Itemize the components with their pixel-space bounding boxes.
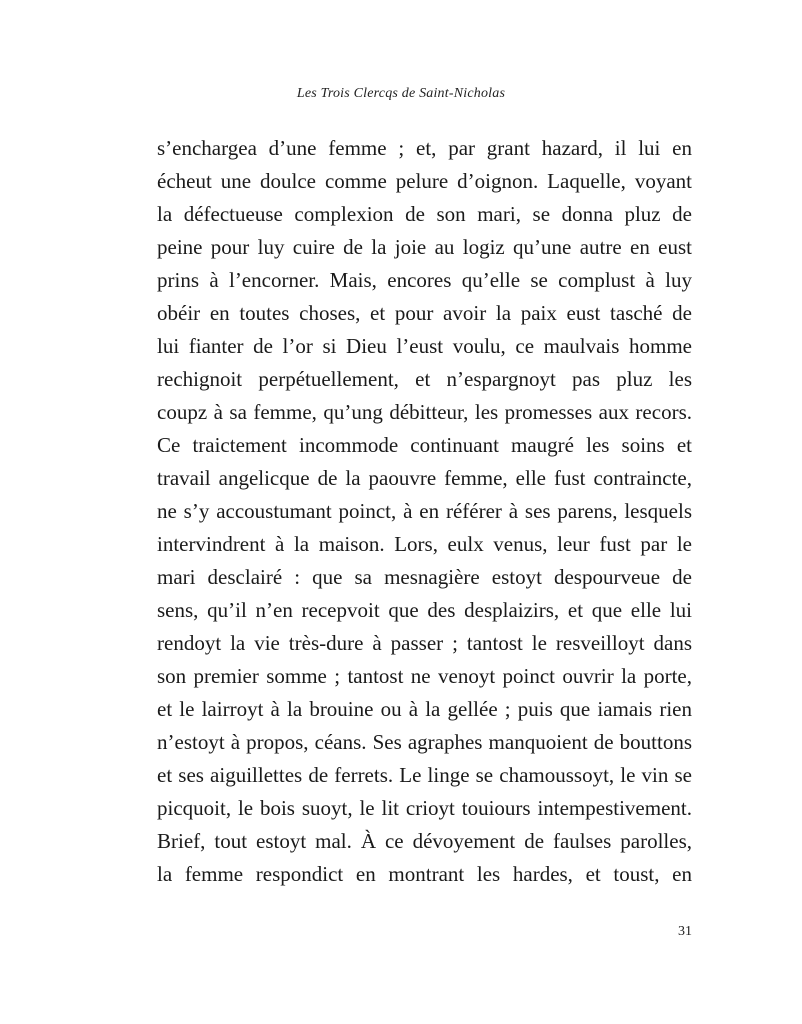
text-line: n’estoyt à propos, céans. Ses agraphes manquoient de bouttons — [157, 730, 692, 754]
text-line: travail angelicque de la paouvre femme, elle fust contraincte, — [157, 466, 692, 490]
text-line: coupz à sa femme, qu’ung débitteur, les promesses aux recors. — [157, 400, 692, 424]
text-line: sens, qu’il n’en recepvoit que des desplaizirs, et que elle lui — [157, 598, 692, 622]
text-line: prins à l’encorner. Mais, encores qu’elle se complust à luy — [157, 268, 692, 292]
text-line: peine pour luy cuire de la joie au logiz qu’une autre en eust — [157, 235, 692, 259]
text-line: écheut une doulce comme pelure d’oignon. Laquelle, voyant — [157, 169, 692, 193]
body-text — [157, 132, 692, 891]
running-head: Les Trois Clercqs de Saint-Nicholas — [296, 86, 506, 101]
text-line: la femme respondict en montrant les hardes, et toust, en — [157, 862, 692, 886]
text-line: son premier somme ; tantost ne venoyt poinct ouvrir la porte, — [157, 664, 692, 688]
text-line: et le lairroyt à la brouine ou à la gellée ; puis que iamais rien — [157, 697, 692, 721]
text-line: picquoit, le bois suoyt, le lit crioyt touiours intempestivement. — [157, 796, 692, 820]
text-line: ne s’y accoustumant poinct, à en référer à ses parens, lesquels — [157, 499, 692, 523]
text-line: Brief, tout estoyt mal. À ce dévoyement de faulses parolles, — [157, 829, 692, 853]
text-line: et ses aiguillettes de ferrets. Le linge se chamoussoyt, le vin se — [157, 763, 692, 787]
text-line: s’enchargea d’une femme ; et, par grant hazard, il lui en — [157, 136, 692, 160]
text-line: rendoyt la vie très-dure à passer ; tantost le resveilloyt dans — [157, 631, 692, 655]
text-line: la défectueuse complexion de son mari, se donna pluz de — [157, 202, 692, 226]
text-line: rechignoit perpétuellement, et n’espargnoyt pas pluz les — [157, 367, 692, 391]
text-line: mari desclairé : que sa mesnagière estoyt despourveue de — [157, 565, 692, 589]
page-number: 31 — [678, 924, 692, 939]
text-line: intervindrent à la maison. Lors, eulx venus, leur fust par le — [157, 532, 692, 556]
text-line: lui fianter de l’or si Dieu l’eust voulu, ce maulvais homme — [157, 334, 692, 358]
text-line: Ce traictement incommode continuant maugré les soins et — [157, 433, 692, 457]
text-line: obéir en toutes choses, et pour avoir la paix eust tasché de — [157, 301, 692, 325]
